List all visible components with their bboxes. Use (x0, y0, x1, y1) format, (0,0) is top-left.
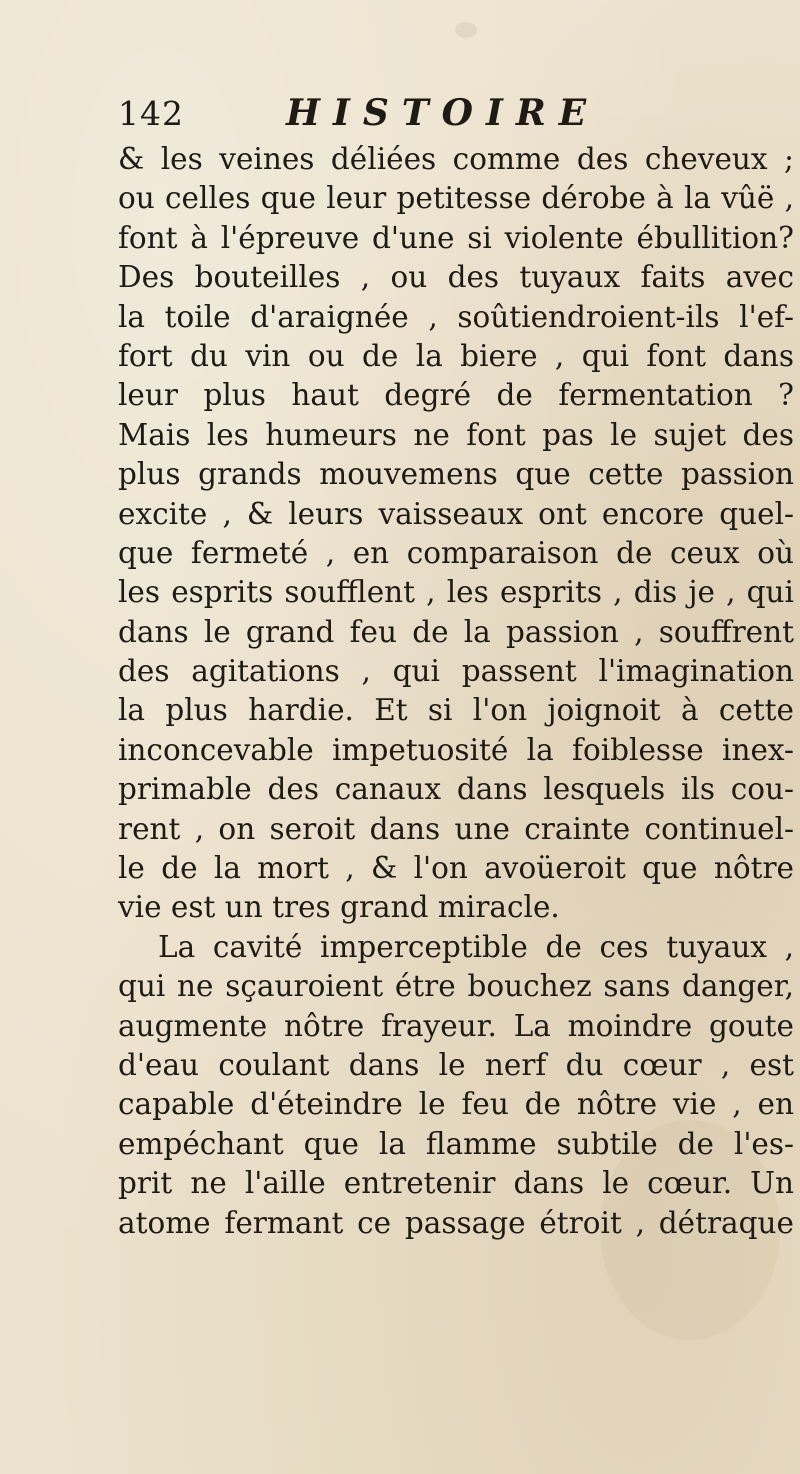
text-line: que fermeté , en comparaison de ceux où (118, 535, 794, 570)
running-title: HISTOIRE (286, 92, 600, 134)
page-number: 142 (118, 94, 184, 133)
text-line: La cavité imperceptible de ces tuyaux , (158, 929, 794, 964)
body-text (118, 140, 794, 1243)
text-line: Des bouteilles , ou des tuyaux faits avec (118, 260, 794, 295)
text-line: leur plus haut degré de fermentation ? (118, 378, 794, 413)
text-line: augmente nôtre frayeur. La moindre goute (118, 1008, 794, 1043)
text-line: vie est un tres grand miracle. (118, 890, 560, 925)
text-line: plus grands mouvemens que cette passion (118, 457, 794, 492)
text-line: empéchant que la flamme subtile de l'es- (118, 1126, 794, 1161)
text-line: les esprits soufflent , les esprits , dis je , qui (118, 575, 794, 610)
text-line: excite , & leurs vaisseaux ont encore quel- (118, 496, 794, 531)
text-line: primable des canaux dans lesquels ils cou- (118, 772, 794, 807)
text-line: capable d'éteindre le feu de nôtre vie , en (118, 1087, 794, 1122)
text-line: prit ne l'aille entretenir dans le cœur. Un (118, 1166, 794, 1201)
text-line: font à l'épreuve d'une si violente ébullition? (118, 220, 794, 255)
text-line: & les veines déliées comme des cheveux ; (118, 142, 794, 176)
text-line: fort du vin ou de la biere , qui font dans (118, 338, 794, 373)
page-header (118, 92, 758, 142)
text-line: ou celles que leur petitesse dérobe à la vûë , (118, 181, 794, 216)
text-line: le de la mort , & l'on avoüeroit que nôtre (118, 851, 794, 886)
text-line: Mais les humeurs ne font pas le sujet des (118, 417, 794, 452)
text-line: rent , on seroit dans une crainte continuel- (118, 811, 794, 846)
text-line: qui ne sçauroient étre bouchez sans danger, (118, 969, 794, 1004)
text-line: inconcevable impetuosité la foiblesse inex- (118, 732, 794, 767)
text-line: la toile d'araignée , soûtiendroient-ils l'ef- (118, 299, 794, 334)
text-line: des agitations , qui passent l'imagination (118, 654, 794, 689)
text-line: dans le grand feu de la passion , souffrent (118, 614, 794, 649)
ink-spot (455, 22, 477, 38)
text-line: la plus hardie. Et si l'on joignoit à cette (118, 693, 794, 728)
text-line: atome fermant ce passage étroit , détraque (118, 1205, 794, 1240)
text-line: d'eau coulant dans le nerf du cœur , est (118, 1047, 794, 1082)
